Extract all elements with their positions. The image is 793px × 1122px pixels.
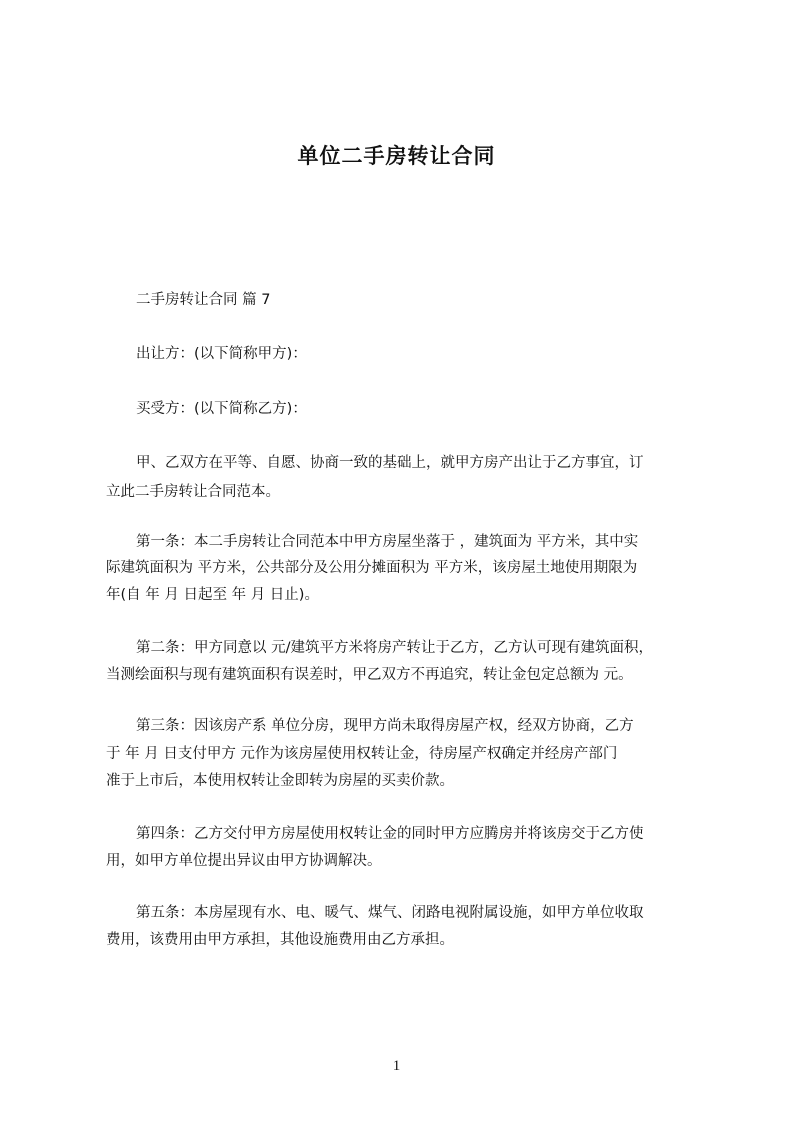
article3-line-2: 于 年 月 日支付甲方 元作为该房屋使用权转让金，待房屋产权确定并经房产部门 [106, 746, 618, 762]
article3-line-3: 准于上市后，本使用权转让金即转为房屋的买卖价款。 [106, 773, 454, 789]
article4-line-2: 用，如甲方单位提出异议由甲方协调解决。 [106, 853, 382, 869]
article5-line-1: 第五条：本房屋现有水、电、暖气、煤气、闭路电视附属设施，如甲方单位收取 [136, 905, 644, 921]
article1-line-1: 第一条：本二手房转让合同范本中甲方房屋坐落于 ，建筑面为 平方米，其中实 [136, 534, 639, 550]
seller-line: 出让方：(以下简称甲方)： [136, 346, 307, 362]
intro-line-2: 立此二手房转让合同范本。 [106, 484, 280, 500]
intro-line-1: 甲、乙双方在平等、自愿、协商一致的基础上，就甲方房产出让于乙方事宜，订 [136, 455, 644, 471]
article1-line-2: 际建筑面积为 平方米，公共部分及公用分摊面积为 平方米，该房屋土地使用期限为 [106, 560, 638, 576]
article2-line-2: 当测绘面积与现有建筑面积有误差时，甲乙双方不再追究，转让金包定总额为 元。 [106, 667, 633, 683]
article5-line-2: 费用，该费用由甲方承担，其他设施费用由乙方承担。 [106, 932, 454, 948]
article1-line-3: 年(自 年 月 日起至 年 月 日止)。 [106, 587, 319, 603]
article2-line-1: 第二条：甲方同意以 元/建筑平方米将房产转让于乙方，乙方认可现有建筑面积， [136, 640, 653, 656]
article4-line-1: 第四条：乙方交付甲方房屋使用权转让金的同时甲方应腾房并将该房交于乙方使 [136, 826, 644, 842]
page-number: 1 [392, 1058, 401, 1074]
section-heading: 二手房转让合同 篇 7 [136, 292, 271, 308]
article3-line-1: 第三条：因该房产系 单位分房，现甲方尚未取得房屋产权，经双方协商，乙方 [136, 718, 634, 734]
buyer-line: 买受方：(以下简称乙方)： [136, 401, 307, 417]
document-title: 单位二手房转让合同 [297, 144, 496, 168]
